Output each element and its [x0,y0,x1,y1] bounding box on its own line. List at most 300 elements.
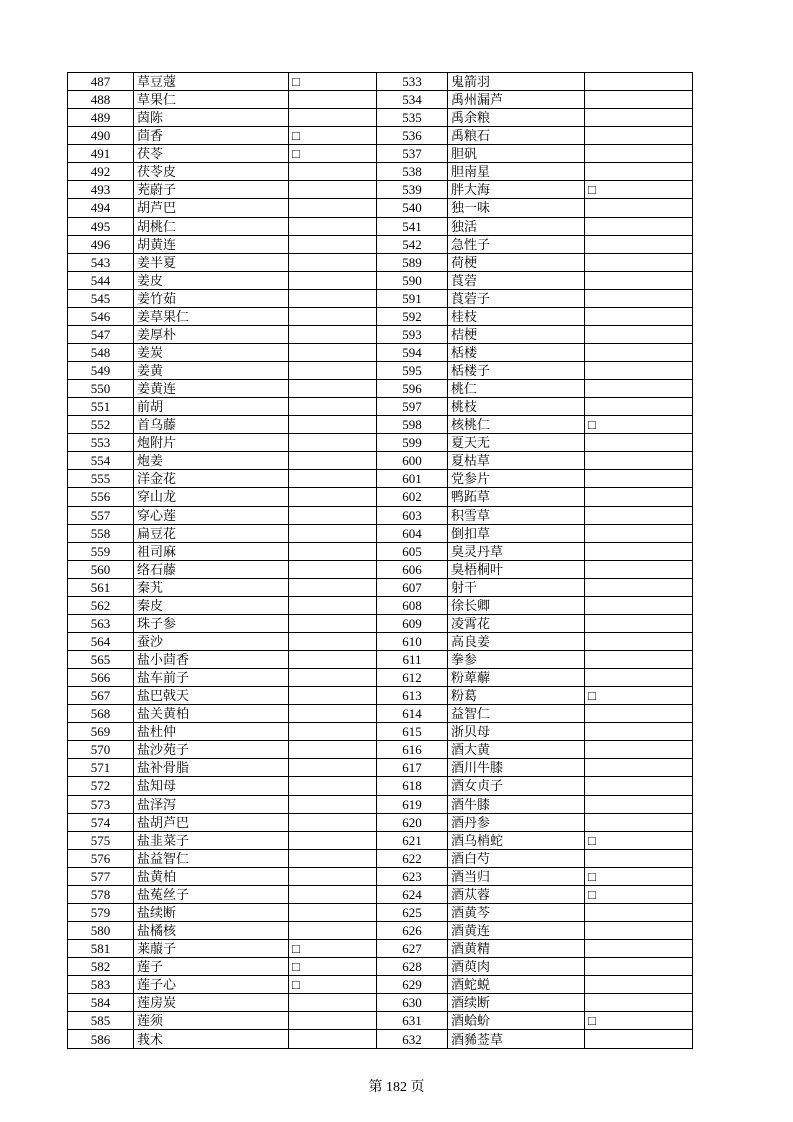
mark-checkbox [289,849,377,867]
table-row [68,723,693,741]
item-number: 601 [377,470,448,488]
mark-checkbox [289,343,377,361]
mark-checkbox [585,488,693,506]
mark-checkbox: □ [585,687,693,705]
mark-checkbox [585,741,693,759]
herb-name: 姜黄连 [134,380,289,398]
table-row [68,271,693,289]
item-number: 605 [377,542,448,560]
item-number: 490 [68,127,134,145]
herb-name: 酒丹参 [448,813,585,831]
item-number: 550 [68,380,134,398]
herb-name: 夏天无 [448,434,585,452]
mark-checkbox [585,651,693,669]
herb-name: 茴香 [134,127,289,145]
mark-checkbox [585,307,693,325]
mark-checkbox [289,578,377,596]
item-number: 553 [68,434,134,452]
item-number: 593 [377,325,448,343]
herb-table-body [68,73,693,1049]
item-number: 549 [68,362,134,380]
item-number: 603 [377,506,448,524]
item-number: 628 [377,958,448,976]
item-number: 616 [377,741,448,759]
mark-checkbox [289,199,377,217]
item-number: 495 [68,217,134,235]
mark-checkbox: □ [585,416,693,434]
item-number: 563 [68,614,134,632]
mark-checkbox: □ [585,831,693,849]
mark-checkbox [585,199,693,217]
item-number: 602 [377,488,448,506]
mark-checkbox [289,434,377,452]
herb-name: 桔梗 [448,325,585,343]
herb-name: 祖司麻 [134,542,289,560]
item-number: 542 [377,235,448,253]
herb-name: 草豆蔻 [134,73,289,91]
table-row [68,91,693,109]
herb-name: 独一味 [448,199,585,217]
table-row [68,542,693,560]
table-row [68,976,693,994]
herb-name: 酒川牛膝 [448,759,585,777]
herb-name: 姜半夏 [134,253,289,271]
herb-name: 胆南星 [448,163,585,181]
item-number: 566 [68,669,134,687]
table-row [68,921,693,939]
herb-name: 粉葛 [448,687,585,705]
item-number: 544 [68,271,134,289]
mark-checkbox [585,434,693,452]
table-row [68,289,693,307]
mark-checkbox [289,560,377,578]
herb-name: 洋金花 [134,470,289,488]
mark-checkbox [585,452,693,470]
item-number: 547 [68,325,134,343]
mark-checkbox: □ [585,1012,693,1030]
herb-name: 莱菔子 [134,940,289,958]
herb-name: 盐益智仁 [134,849,289,867]
table-row [68,795,693,813]
herb-name: 粉萆薢 [448,669,585,687]
item-number: 541 [377,217,448,235]
mark-checkbox [289,885,377,903]
herb-name: 栝楼子 [448,362,585,380]
table-row [68,560,693,578]
item-number: 574 [68,813,134,831]
mark-checkbox [585,578,693,596]
herb-name: 秦皮 [134,596,289,614]
herb-name: 盐车前子 [134,669,289,687]
mark-checkbox [289,506,377,524]
item-number: 561 [68,578,134,596]
item-number: 613 [377,687,448,705]
mark-checkbox [289,488,377,506]
item-number: 585 [68,1012,134,1030]
herb-name: 夏枯草 [448,452,585,470]
herb-name: 秦艽 [134,578,289,596]
item-number: 608 [377,596,448,614]
mark-checkbox [289,1030,377,1049]
item-number: 559 [68,542,134,560]
table-row [68,1012,693,1030]
mark-checkbox [585,289,693,307]
mark-checkbox [289,307,377,325]
mark-checkbox [585,903,693,921]
mark-checkbox: □ [289,976,377,994]
mark-checkbox [289,181,377,199]
item-number: 487 [68,73,134,91]
item-number: 581 [68,940,134,958]
item-number: 592 [377,307,448,325]
herb-name: 酒蛤蚧 [448,1012,585,1030]
item-number: 600 [377,452,448,470]
table-row [68,416,693,434]
item-number: 535 [377,109,448,127]
mark-checkbox [585,813,693,831]
herb-name: 盐巴戟天 [134,687,289,705]
herb-name: 酒萸肉 [448,958,585,976]
table-row [68,109,693,127]
item-number: 496 [68,235,134,253]
herb-name: 姜炭 [134,343,289,361]
mark-checkbox [585,596,693,614]
herb-name: 盐沙苑子 [134,741,289,759]
table-row [68,362,693,380]
item-number: 591 [377,289,448,307]
herb-name: 络石藤 [134,560,289,578]
table-row [68,1030,693,1049]
item-number: 576 [68,849,134,867]
herb-table [67,72,693,1049]
herb-name: 盐续断 [134,903,289,921]
herb-name: 盐杜仲 [134,723,289,741]
mark-checkbox [289,795,377,813]
mark-checkbox: □ [585,885,693,903]
herb-name: 拳参 [448,651,585,669]
item-number: 625 [377,903,448,921]
table-row [68,614,693,632]
herb-name: 炮姜 [134,452,289,470]
table-row [68,434,693,452]
item-number: 568 [68,705,134,723]
item-number: 617 [377,759,448,777]
herb-name: 射干 [448,578,585,596]
mark-checkbox [585,109,693,127]
herb-name: 珠子参 [134,614,289,632]
herb-name: 草果仁 [134,91,289,109]
herb-name: 蚕沙 [134,632,289,650]
item-number: 554 [68,452,134,470]
herb-name: 姜皮 [134,271,289,289]
mark-checkbox [289,416,377,434]
item-number: 609 [377,614,448,632]
mark-checkbox [585,795,693,813]
herb-name: 臭梧桐叶 [448,560,585,578]
table-row [68,325,693,343]
mark-checkbox [289,741,377,759]
herb-name: 盐黄柏 [134,867,289,885]
herb-name: 胆矾 [448,145,585,163]
table-row [68,127,693,145]
herb-name: 穿心莲 [134,506,289,524]
herb-name: 首乌藤 [134,416,289,434]
mark-checkbox [289,759,377,777]
herb-name: 茺蔚子 [134,181,289,199]
herb-name: 酒蛇蜕 [448,976,585,994]
mark-checkbox [289,542,377,560]
table-row [68,813,693,831]
mark-checkbox: □ [289,73,377,91]
mark-checkbox [289,596,377,614]
herb-name: 前胡 [134,398,289,416]
mark-checkbox [585,145,693,163]
mark-checkbox [289,235,377,253]
herb-name: 炮附片 [134,434,289,452]
item-number: 612 [377,669,448,687]
herb-name: 盐补骨脂 [134,759,289,777]
item-number: 579 [68,903,134,921]
mark-checkbox [585,994,693,1012]
herb-name: 姜草果仁 [134,307,289,325]
item-number: 556 [68,488,134,506]
mark-checkbox [585,163,693,181]
item-number: 493 [68,181,134,199]
table-row [68,343,693,361]
item-number: 610 [377,632,448,650]
table-row [68,452,693,470]
table-row [68,741,693,759]
item-number: 494 [68,199,134,217]
herb-name: 姜竹茹 [134,289,289,307]
mark-checkbox [585,73,693,91]
herb-name: 酒乌梢蛇 [448,831,585,849]
herb-name: 浙贝母 [448,723,585,741]
item-number: 540 [377,199,448,217]
mark-checkbox [289,253,377,271]
item-number: 623 [377,867,448,885]
mark-checkbox [585,849,693,867]
item-number: 548 [68,343,134,361]
mark-checkbox [289,271,377,289]
herb-name: 臭灵丹草 [448,542,585,560]
item-number: 580 [68,921,134,939]
herb-name: 酒黄芩 [448,903,585,921]
table-row [68,181,693,199]
herb-name: 高良姜 [448,632,585,650]
item-number: 543 [68,253,134,271]
mark-checkbox [585,940,693,958]
item-number: 551 [68,398,134,416]
mark-checkbox [585,759,693,777]
table-row [68,163,693,181]
item-number: 584 [68,994,134,1012]
table-row [68,398,693,416]
item-number: 491 [68,145,134,163]
mark-checkbox [289,777,377,795]
table-row [68,524,693,542]
item-number: 571 [68,759,134,777]
mark-checkbox [585,127,693,145]
item-number: 627 [377,940,448,958]
herb-name: 酒牛膝 [448,795,585,813]
table-row [68,940,693,958]
item-number: 534 [377,91,448,109]
herb-name: 茯苓皮 [134,163,289,181]
item-number: 572 [68,777,134,795]
herb-name: 鸭跖草 [448,488,585,506]
herb-name: 桃仁 [448,380,585,398]
herb-name: 荷梗 [448,253,585,271]
herb-name: 酒续断 [448,994,585,1012]
item-number: 615 [377,723,448,741]
mark-checkbox [585,217,693,235]
herb-name: 莲房炭 [134,994,289,1012]
item-number: 586 [68,1030,134,1049]
herb-name: 凌霄花 [448,614,585,632]
herb-name: 姜厚朴 [134,325,289,343]
mark-checkbox [289,867,377,885]
item-number: 565 [68,651,134,669]
mark-checkbox [289,362,377,380]
herb-name: 栝楼 [448,343,585,361]
mark-checkbox [289,903,377,921]
mark-checkbox [585,343,693,361]
mark-checkbox [585,325,693,343]
herb-name: 茯苓 [134,145,289,163]
herb-name: 胡芦巴 [134,199,289,217]
item-number: 621 [377,831,448,849]
table-row [68,307,693,325]
item-number: 596 [377,380,448,398]
mark-checkbox [585,91,693,109]
mark-checkbox [585,560,693,578]
item-number: 564 [68,632,134,650]
table-row [68,488,693,506]
mark-checkbox [289,921,377,939]
table-row [68,903,693,921]
herb-name: 禹粮石 [448,127,585,145]
item-number: 595 [377,362,448,380]
table-row [68,994,693,1012]
item-number: 489 [68,109,134,127]
herb-name: 益智仁 [448,705,585,723]
herb-name: 禹州漏芦 [448,91,585,109]
mark-checkbox [289,705,377,723]
mark-checkbox [585,723,693,741]
table-row [68,705,693,723]
item-number: 578 [68,885,134,903]
mark-checkbox: □ [289,145,377,163]
mark-checkbox [585,362,693,380]
table-row [68,217,693,235]
herb-name: 盐橘核 [134,921,289,939]
item-number: 560 [68,560,134,578]
mark-checkbox [289,470,377,488]
item-number: 599 [377,434,448,452]
mark-checkbox [289,614,377,632]
item-number: 558 [68,524,134,542]
mark-checkbox [585,470,693,488]
herb-name: 酒当归 [448,867,585,885]
table-row [68,145,693,163]
item-number: 618 [377,777,448,795]
mark-checkbox [585,506,693,524]
item-number: 629 [377,976,448,994]
item-number: 545 [68,289,134,307]
item-number: 575 [68,831,134,849]
item-number: 538 [377,163,448,181]
mark-checkbox [585,632,693,650]
herb-name: 禹余粮 [448,109,585,127]
herb-name: 茵陈 [134,109,289,127]
mark-checkbox [289,723,377,741]
table-row [68,73,693,91]
item-number: 573 [68,795,134,813]
table-row [68,831,693,849]
herb-name: 莪术 [134,1030,289,1049]
herb-name: 穿山龙 [134,488,289,506]
item-number: 552 [68,416,134,434]
mark-checkbox [585,524,693,542]
table-row [68,632,693,650]
item-number: 632 [377,1030,448,1049]
herb-name: 酒苁蓉 [448,885,585,903]
mark-checkbox [289,452,377,470]
herb-name: 鬼箭羽 [448,73,585,91]
item-number: 583 [68,976,134,994]
item-number: 533 [377,73,448,91]
herb-name: 莨菪 [448,271,585,289]
herb-name: 酒大黄 [448,741,585,759]
mark-checkbox [289,831,377,849]
table-row [68,506,693,524]
herb-name: 党参片 [448,470,585,488]
page-number: 第 182 页 [368,1080,425,1095]
item-number: 590 [377,271,448,289]
mark-checkbox [585,253,693,271]
table-row [68,253,693,271]
mark-checkbox [289,109,377,127]
table-row [68,867,693,885]
item-number: 537 [377,145,448,163]
item-number: 589 [377,253,448,271]
item-number: 620 [377,813,448,831]
item-number: 598 [377,416,448,434]
herb-name: 盐菟丝子 [134,885,289,903]
item-number: 577 [68,867,134,885]
herb-name: 胡桃仁 [134,217,289,235]
mark-checkbox [289,217,377,235]
mark-checkbox [585,1030,693,1049]
mark-checkbox: □ [585,181,693,199]
mark-checkbox: □ [289,127,377,145]
mark-checkbox [585,235,693,253]
mark-checkbox [289,524,377,542]
table-row [68,687,693,705]
item-number: 614 [377,705,448,723]
item-number: 492 [68,163,134,181]
item-number: 611 [377,651,448,669]
item-number: 626 [377,921,448,939]
item-number: 488 [68,91,134,109]
herb-name: 胖大海 [448,181,585,199]
item-number: 607 [377,578,448,596]
herb-name: 核桃仁 [448,416,585,434]
item-number: 536 [377,127,448,145]
herb-name: 桂枝 [448,307,585,325]
item-number: 546 [68,307,134,325]
